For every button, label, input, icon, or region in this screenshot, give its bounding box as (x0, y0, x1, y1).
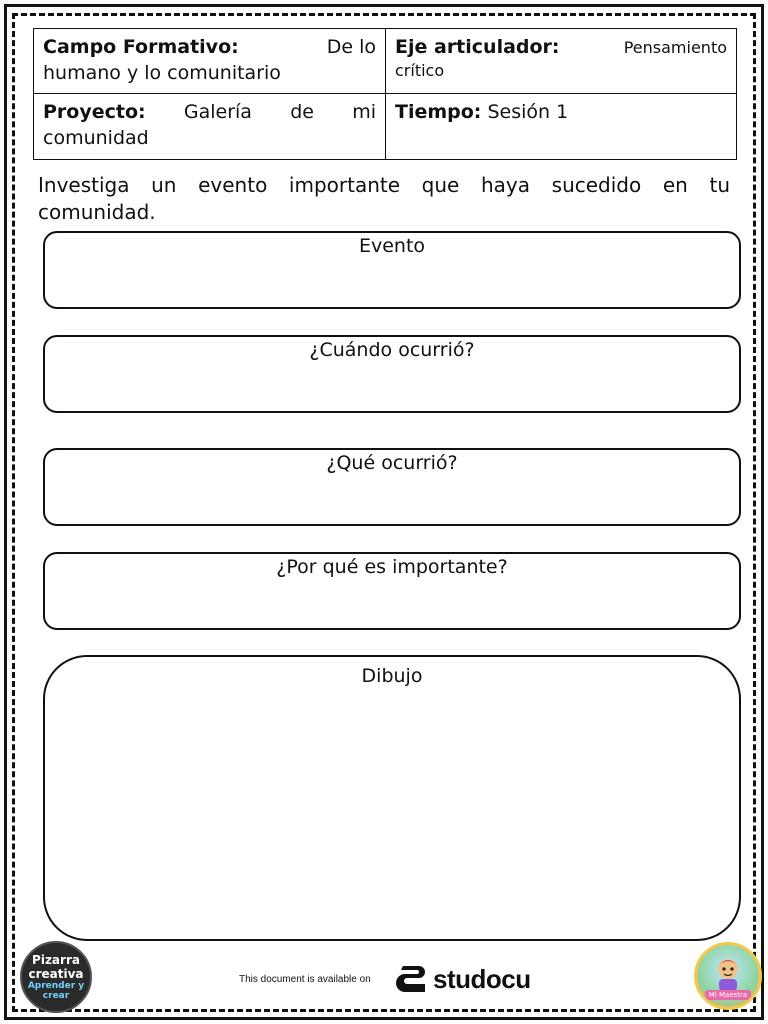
evento-box[interactable] (43, 231, 741, 309)
campo-formativo-cell (34, 29, 386, 94)
dibujo-box-title: Dibujo (361, 665, 423, 687)
header-table (33, 28, 737, 160)
studocu-brand[interactable] (395, 962, 531, 996)
mi-maestra-logo (694, 942, 762, 1010)
pizarra-creativa-logo (20, 941, 92, 1013)
por-que-importante-box[interactable] (43, 552, 741, 630)
studocu-s-icon (395, 962, 429, 996)
studocu-availability-note: This document is available on (239, 974, 371, 985)
proyecto-cell (34, 94, 386, 160)
campo-formativo-label: Campo Formativo: (43, 36, 239, 58)
cuando-ocurrio-box-title: ¿Cuándo ocurrió? (309, 339, 475, 361)
eje-articulador-value-1: Pensamiento (623, 38, 727, 57)
studocu-wordmark: studocu (433, 963, 531, 994)
tiempo-cell (386, 94, 737, 160)
instruction-text: Investiga un evento importante que haya sucedido en tu comunidad. (38, 173, 730, 224)
proyecto-value-word-3: mi (352, 101, 376, 123)
proyecto-value-word-2: de (290, 101, 314, 123)
campo-formativo-value-1: De lo (326, 36, 376, 58)
cuando-ocurrio-box[interactable] (43, 335, 741, 413)
proyecto-value-word-1: Galería (183, 101, 252, 123)
tiempo-value: Sesión 1 (487, 101, 569, 123)
proyecto-label: Proyecto: (43, 101, 146, 123)
logo-right-ribbon: Mi Maestra (705, 990, 751, 1000)
que-ocurrio-box[interactable] (43, 448, 741, 526)
eje-articulador-label: Eje articulador: (395, 36, 560, 58)
campo-formativo-value-2: humano y lo comunitario (43, 62, 281, 84)
logo-left-tagline: Aprender y crear (27, 981, 85, 1001)
que-ocurrio-box-title: ¿Qué ocurrió? (326, 452, 458, 474)
evento-box-title: Evento (358, 235, 426, 257)
logo-left-line1: Pizarra (32, 953, 80, 967)
proyecto-value-2: comunidad (43, 127, 149, 149)
logo-left-line2: creativa (28, 967, 84, 981)
eje-articulador-value-2: crítico (395, 61, 445, 80)
dibujo-box[interactable] (43, 655, 741, 941)
eje-articulador-cell (386, 29, 737, 94)
por-que-importante-box-title: ¿Por qué es importante? (276, 556, 508, 578)
tiempo-label: Tiempo: (395, 101, 482, 123)
